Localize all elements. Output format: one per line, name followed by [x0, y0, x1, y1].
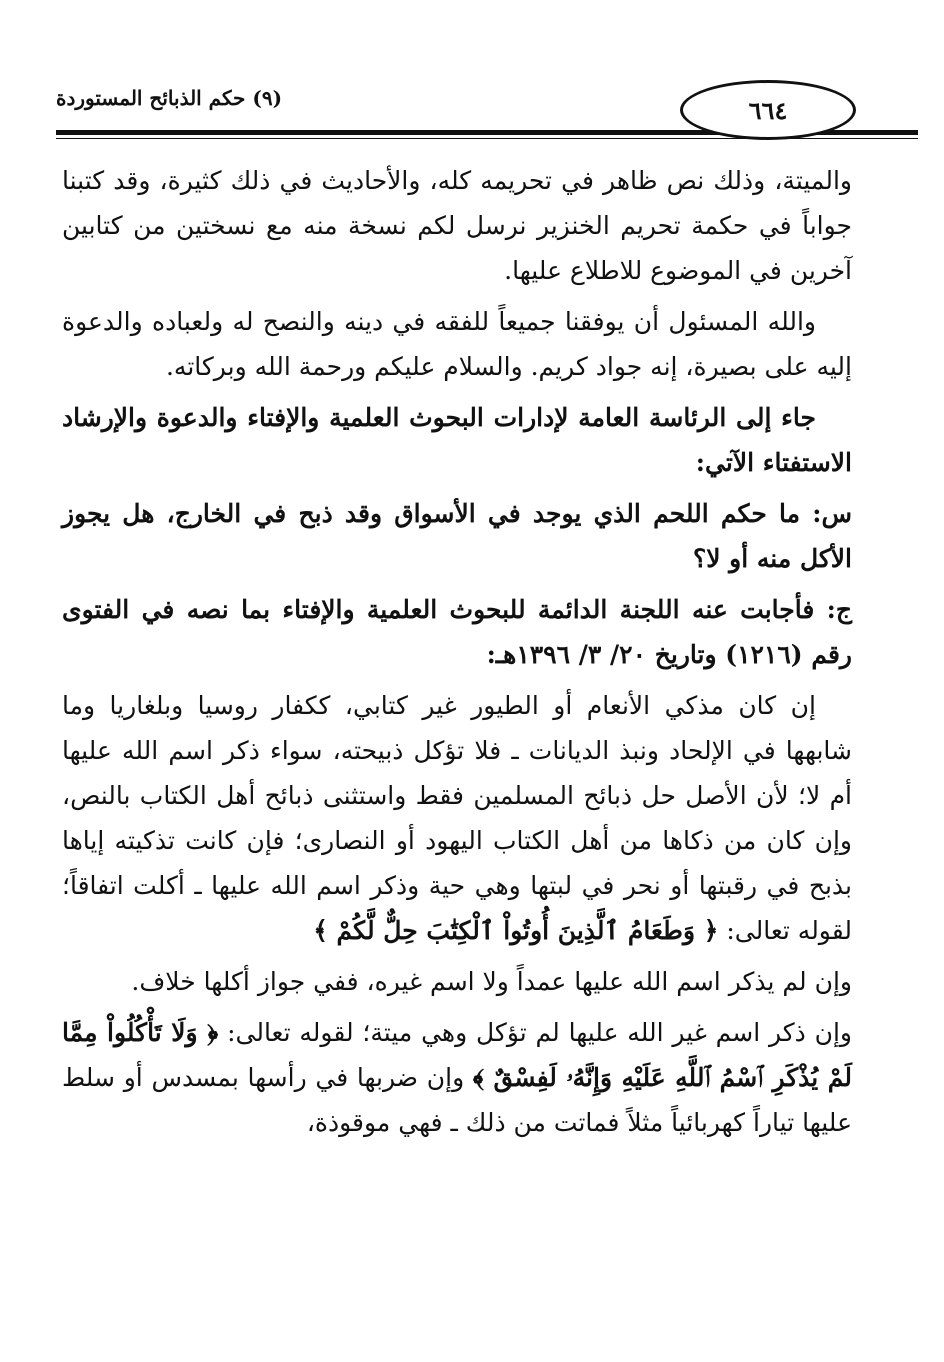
quran-verse-2: ﴿ وَلَا تَأْكُلُواْ مِمَّا لَمْ يُذْكَرِ ٱسْمُ ٱللَّهِ عَلَيْهِ وَإِنَّهُۥ لَفِسْقٌ ﴾: [62, 1018, 852, 1092]
paragraph-1: والميتة، وذلك نص ظاهر في تحريمه كله، والأحاديث في ذلك كثيرة، وقد كتبنا جواباً في حكمة تحريم الخنزير نرسل لكم نسخة منه مع نسختين من كتابين آخرين في الموضوع للاطلاع عليها.: [62, 166, 852, 285]
running-title: (٩) حكم الذبائح المستوردة: [56, 86, 283, 110]
paragraph-istifta: جاء إلى الرئاسة العامة لإدارات البحوث العلمية والإفتاء والدعوة والإرشاد الاستفتاء الآتي:: [62, 403, 852, 477]
answer-intro: ج: فأجابت عنه اللجنة الدائمة للبحوث العلمية والإفتاء بما نصه في الفتوى رقم (١٢١٦) وتاريخ ٢٠/ ٣/ ١٣٩٦هـ:: [62, 595, 852, 669]
page-body: [62, 158, 852, 1151]
paragraph-2: والله المسئول أن يوفقنا جميعاً للفقه في دينه والنصح له ولعباده والدعوة إليه على بصيرة، إنه جواد كريم. والسلام عليكم ورحمة الله وبركاته.: [62, 307, 852, 381]
fatwa-text: إن كان مذكي الأنعام أو الطيور غير كتابي، ككفار روسيا وبلغاريا وما شابهها في الإلحاد ونبذ الديانات ـ فلا تؤكل ذبيحته، سواء ذكر اسم الله عليها أم لا؛ لأن الأصل حل ذبائح المسلمين فقط واستثنى ذبائح أهل الكتاب بالنص، وإن كان من ذكاها من أهل الكتاب اليهود أو النصارى؛ فإن كانت تذكيته إياها بذبح في رقبتها أو نحر في لبتها وهي حية وذكر اسم الله عليها ـ أكلت اتفاقاً؛ لقوله تعالى:: [62, 691, 852, 945]
page-number: ٦٦٤: [748, 95, 788, 125]
question: س: ما حكم اللحم الذي يوجد في الأسواق وقد ذبح في الخارج، هل يجوز الأكل منه أو لا؟: [62, 499, 852, 573]
fatwa-paragraph: [62, 683, 852, 953]
paragraph-other-name-text: وإن ذكر اسم غير الله عليها لم تؤكل وهي ميتة؛ لقوله تعالى:: [227, 1018, 852, 1047]
paragraph-mawquda-text: وإن ضربها في رأسها بمسدس أو سلط عليها تياراً كهربائياً مثلاً فماتت من ذلك ـ فهي موقوذة،: [62, 1063, 852, 1137]
paragraph-no-tasmiya: وإن لم يذكر اسم الله عليها عمداً ولا اسم غيره، ففي جواز أكلها خلاف.: [131, 967, 852, 996]
page-header: [56, 80, 918, 140]
page-number-oval: [680, 80, 856, 140]
paragraph-other-name: [62, 1010, 852, 1145]
quran-verse-1: ﴿ وَطَعَامُ ٱلَّذِينَ أُوتُواْ ٱلْكِتَٰبَ حِلٌّ لَّكُمْ ﴾: [313, 916, 719, 945]
